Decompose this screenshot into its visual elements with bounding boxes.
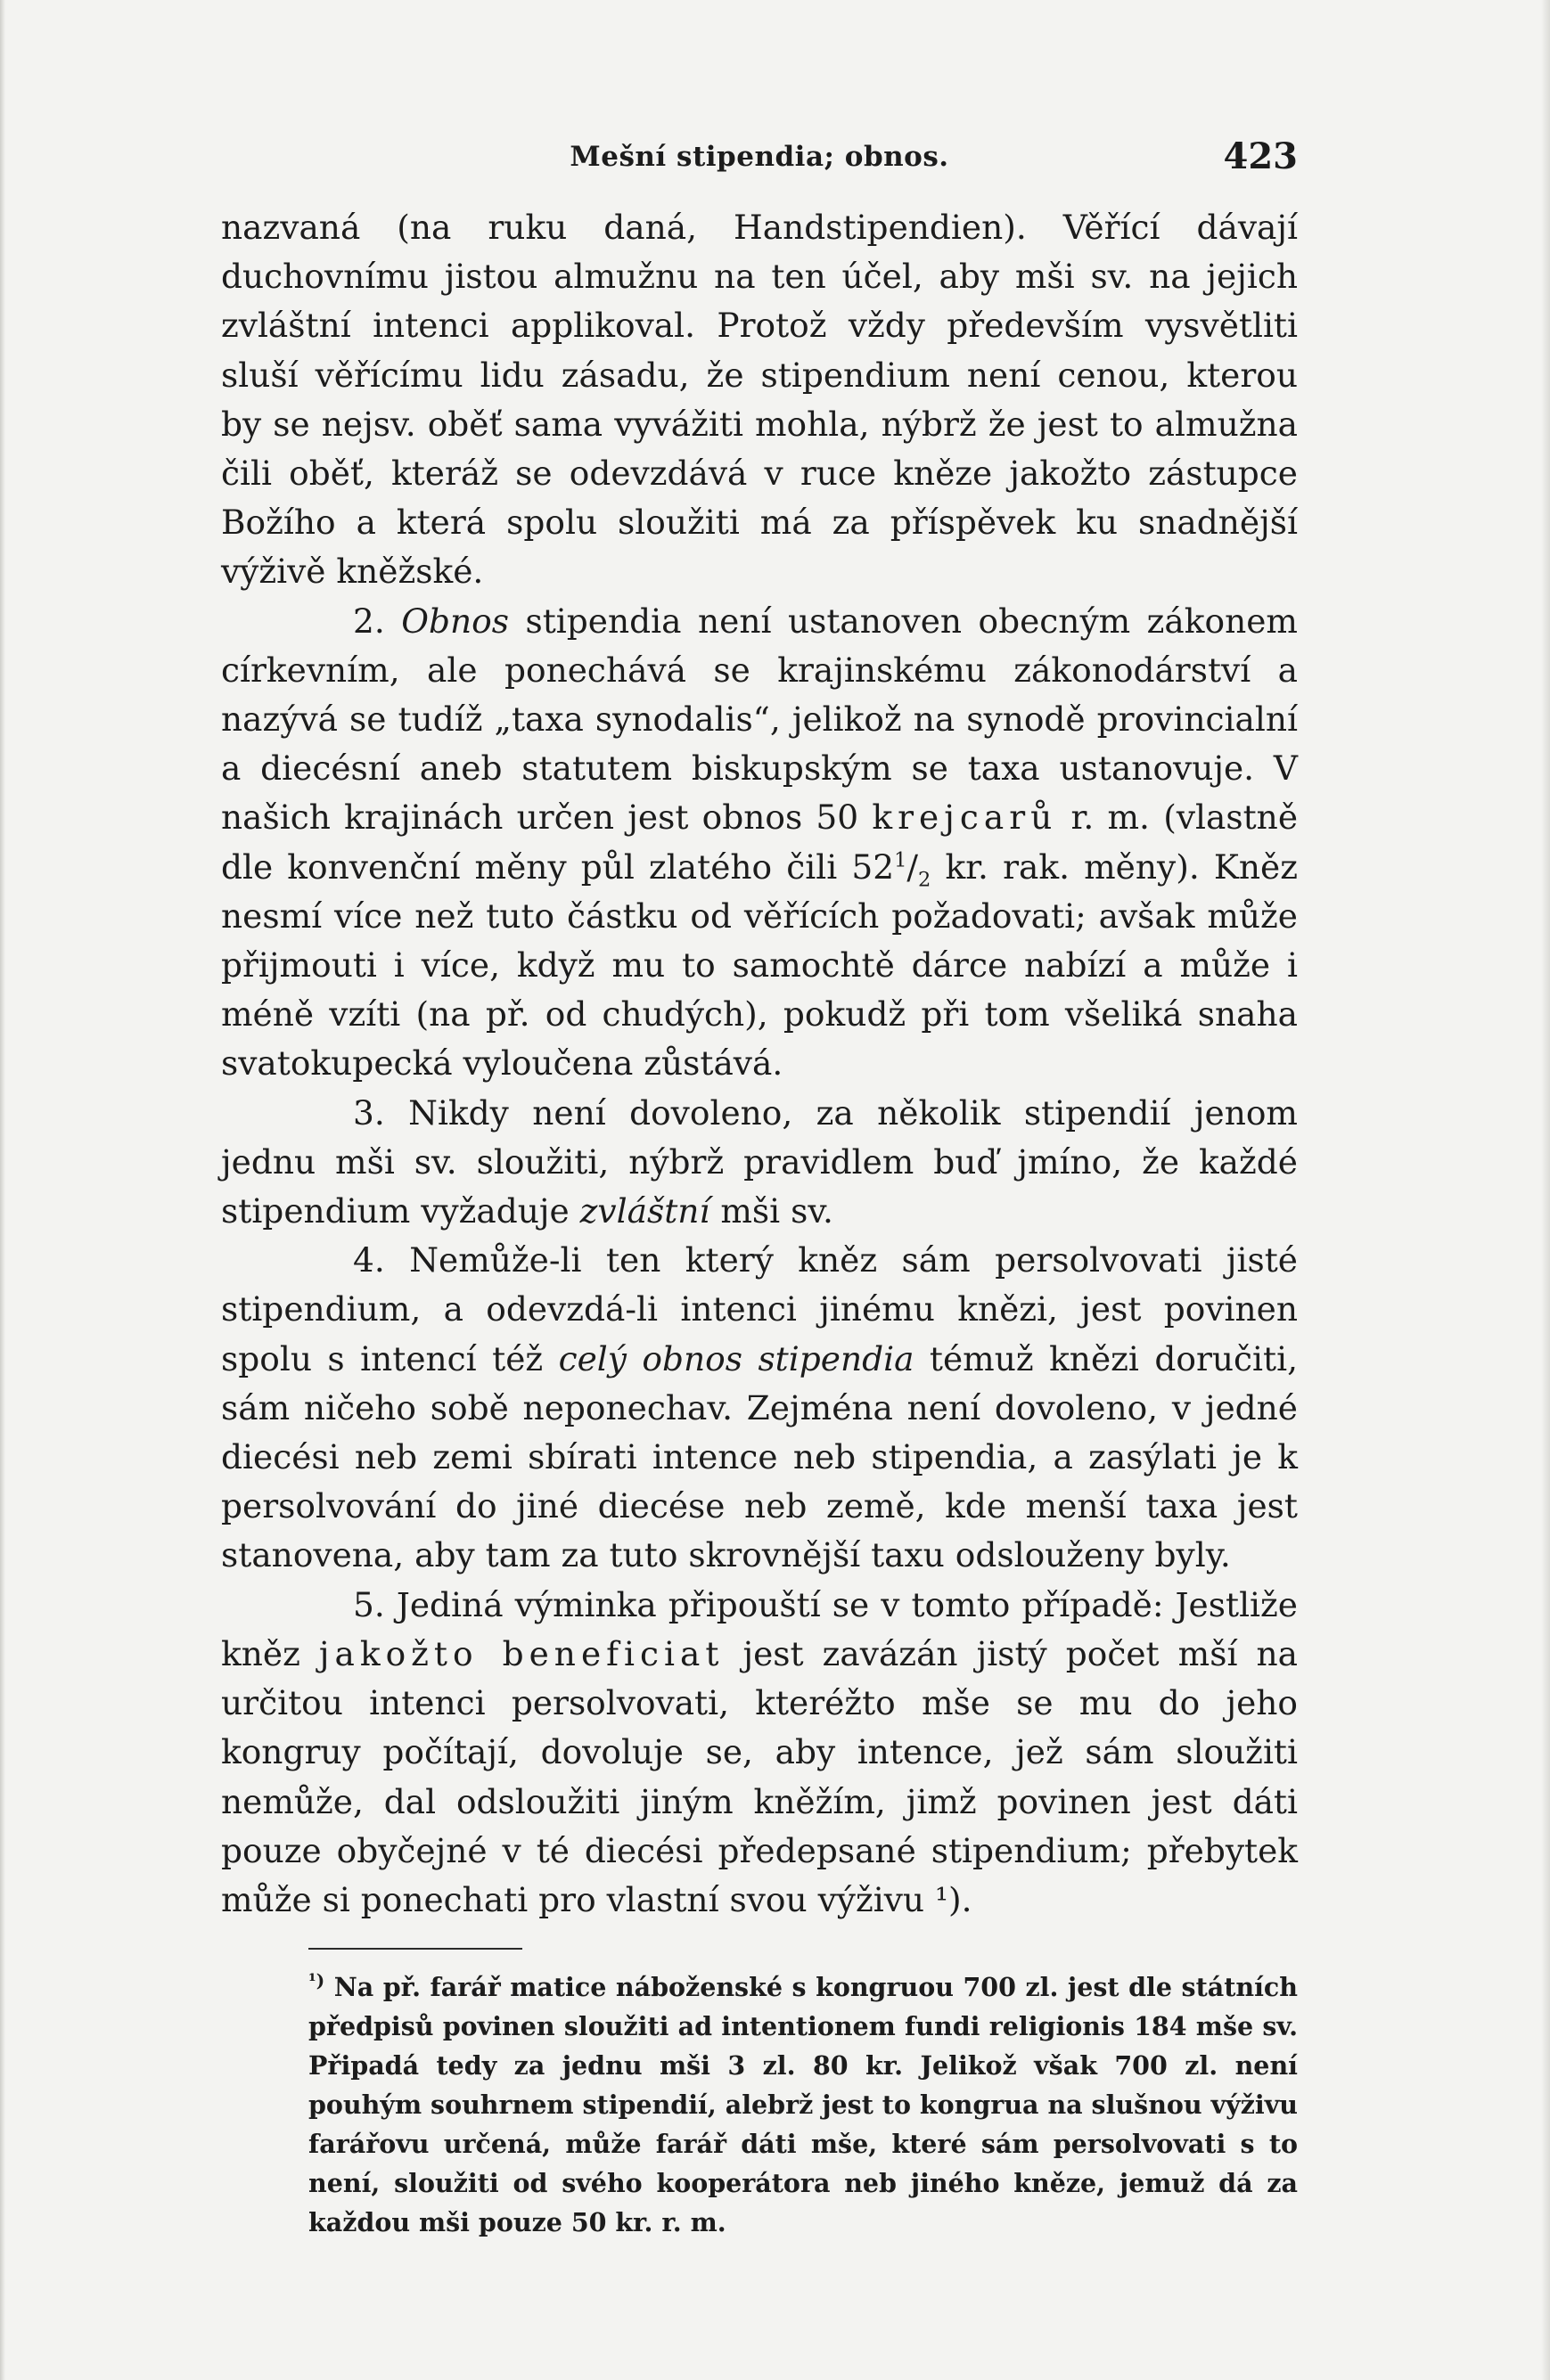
running-head — [221, 135, 1298, 191]
book-page — [221, 135, 1299, 2242]
paragraph-3-text-b: mši sv. — [720, 1191, 833, 1231]
fraction-denominator: 2 — [918, 868, 931, 892]
paragraph-5 — [221, 1581, 1298, 1925]
footnote-marker: ¹) — [308, 1969, 325, 1992]
paragraph-2 — [221, 597, 1298, 1089]
paragraph-2-text-a: stipendia není ustanoven obecným zákonem církevním, ale ponechává se krajinskému zákonodárství a nazývá se tudíž „taxa synodalis“, jelikož na synodě provincialní a diecésní aneb statutem biskupským se taxa ustanovuje. V našich krajinách určen jest obnos 50 — [221, 601, 1298, 838]
scan-edge-left — [0, 0, 5, 2380]
footnote-divider — [308, 1948, 522, 1950]
paragraph-4-text-a: 4. Nemůže-li ten který kněz sám persolvovati jisté stipendium, a odevzdá-li intenci jinému knězi, jest povinen spolu s intencí též — [221, 1240, 1298, 1378]
paragraph-1: nazvaná (na ruku daná, Handstipendien). Věřící dávají duchovnímu jistou almužnu na ten účel, aby mši sv. na jejich zvláštní intenci applikoval. Protož vždy především vysvětliti sluší věřícímu lidu zásadu, že stipendium není cenou, kterou by se nejsv. oběť sama vyvážiti mohla, nýbrž že jest to almužna čili oběť, kteráž se odevzdává v ruce kněze jakožto zástupce Božího a která spolu sloužiti má za příspěvek ku snadnější výživě kněžské. — [221, 208, 1298, 592]
fraction-slash: / — [906, 846, 919, 887]
paragraph-2-number: 2. — [353, 601, 385, 641]
running-title: Mešní stipendia; obnos. — [570, 141, 949, 173]
footnote-reference: ¹). — [934, 1879, 972, 1919]
paragraph-5-text-a: 5. Jediná výminka připouští se v tomto případě: Jestliže kněz — [221, 1584, 1298, 1673]
scan-edge-right — [1541, 0, 1550, 2380]
emphasis-zvlastni: zvláštní — [579, 1191, 710, 1231]
spaced-krejcaru: krejcarů — [872, 797, 1058, 838]
paragraph-4 — [221, 1236, 1298, 1580]
paragraph-5-text-b: jest zavázán jistý počet mší na určitou intenci persolvovati, kteréžto mše se mu do jeho kongruy počítají, dovoluje se, aby intence, jež sám sloužiti nemůže, dal odsloužiti jiným kněžím, jimž povinen jest dáti pouze obyčejné v té diecési předepsané stipendium; přebytek může si ponechati pro vlastní svou výživu — [221, 1633, 1298, 1919]
paragraph-3-text-a: 3. Nikdy není dovoleno, za několik stipendií jenom jednu mši sv. sloužiti, nýbrž pravidlem buď jmíno, že každé stipendium vyžaduje — [221, 1092, 1298, 1231]
body-text — [221, 203, 1298, 1925]
fraction-numerator: 1 — [894, 848, 907, 872]
spaced-beneficiat: jakožto beneficiat — [318, 1633, 725, 1673]
paragraph-3 — [221, 1089, 1298, 1237]
paragraph-4-text-b: témuž knězi doručiti, sám ničeho sobě neponechav. Zejména není dovoleno, v jedné diecési neb zemi sbírati intence neb stipendia, a zasýlati je k persolvování do jiné diecése neb země, kde menší taxa jest stanovena, aby tam za tuto skrovnější taxu odslouženy byly. — [221, 1338, 1298, 1575]
page-number: 423 — [1223, 135, 1298, 177]
emphasis-cely-obnos: celý obnos stipendia — [558, 1338, 914, 1378]
footnote — [221, 1967, 1298, 2242]
footnote-text: Na př. farář matice náboženské s kongruou 700 zl. jest dle státních předpisů povinen sloužiti ad intentionem fundi religionis 184 mše sv. Připadá tedy za jednu mši 3 zl. 80 kr. Jelikož však 700 zl. není pouhým souhrnem stipendií, alebrž jest to kongrua na slušnou výživu farářovu určená, může farář dáti mše, které sám persolvovati s to není, sloužiti od svého kooperátora neb jiného kněze, jemuž dá za každou mši pouze 50 kr. r. m. — [308, 1972, 1298, 2238]
term-obnos: Obnos — [401, 601, 509, 641]
paragraph-2-text-b: r. m. (vlastně dle konvenční měny půl zlatého čili 52 — [221, 797, 1299, 887]
paragraph-2-text-c: kr. rak. měny). Kněz nesmí více než tuto částku od věřících požadovati; avšak může přijmouti i více, když mu to samochtě dárce nabízí a může i méně vzíti (na př. od chudých), pokudž při tom všeliká snaha svatokupecká vyloučena zůstává. — [221, 846, 1298, 1084]
